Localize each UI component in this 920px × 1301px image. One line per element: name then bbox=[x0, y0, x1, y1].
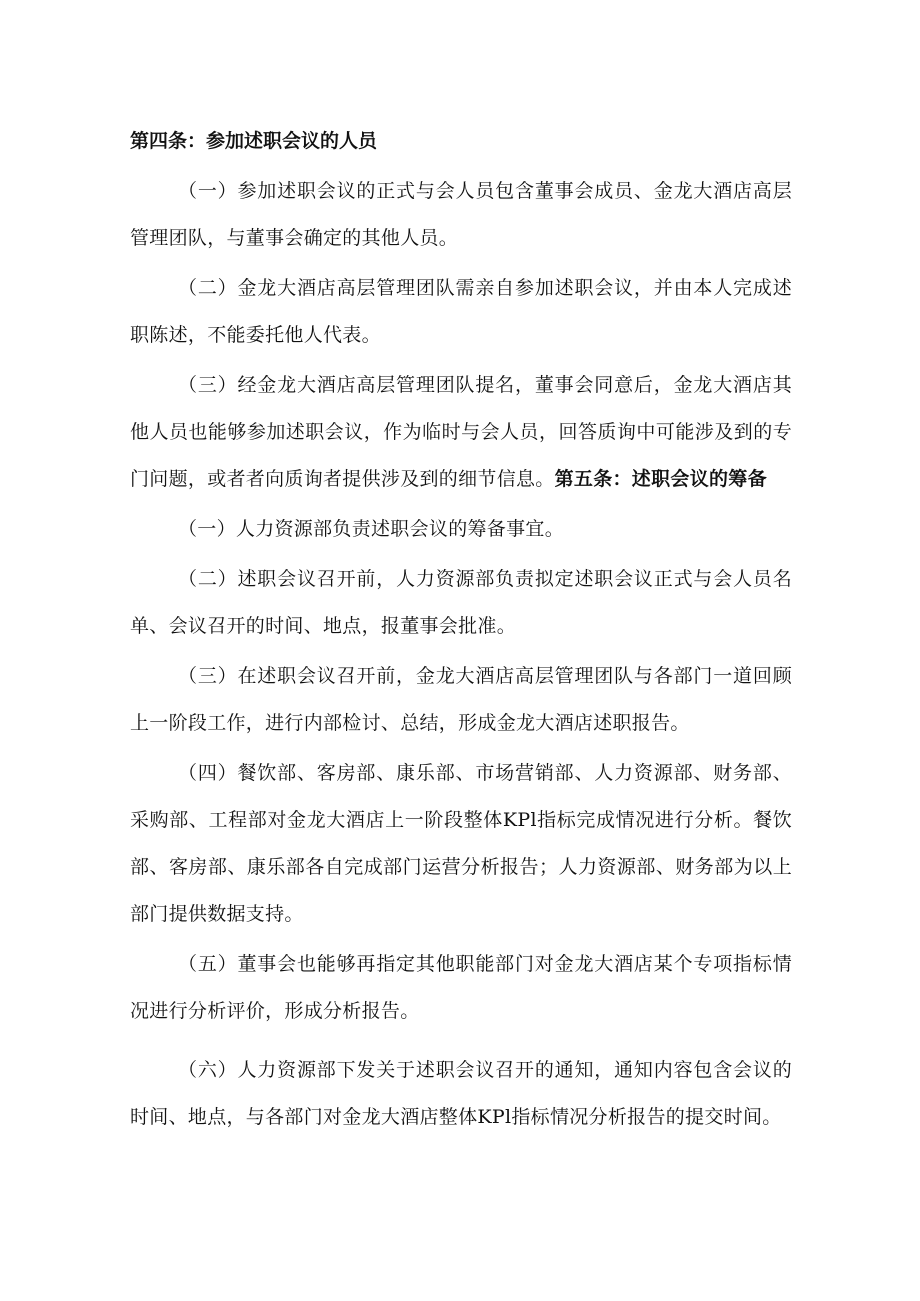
article-5-item-6: （六）人力资源部下发关于述职会议召开的通知，通知内容包含会议的时间、地点，与各部门对金龙大酒店整体KPl指标情况分析报告的提交时间。 bbox=[130, 1059, 792, 1128]
article-5-item-4: （四）餐饮部、客房部、康乐部、市场营销部、人力资源部、财务部、采购部、工程部对金龙大酒店上一阶段整体KPl指标完成情况进行分析。餐饮部、客房部、康乐部各自完成部门运营分析报告；人力资源部、财务部为以上部门提供数据支持。 bbox=[130, 762, 792, 925]
article-4-heading: 第四条：参加述职会议的人员 bbox=[130, 130, 378, 152]
article-5-item-5: （五）董事会也能够再指定其他职能部门对金龙大酒店某个专项指标情况进行分析评价，形成分析报告。 bbox=[130, 953, 792, 1022]
article-4-item-2: （二）金龙大酒店高层管理团队需亲自参加述职会议，并由本人完成述职陈述，不能委托他人代表。 bbox=[130, 277, 792, 346]
article-4-item-1: （一）参加述职会议的正式与会人员包含董事会成员、金龙大酒店高层管理团队，与董事会确定的其他人员。 bbox=[130, 180, 792, 249]
document-page bbox=[130, 118, 792, 1144]
article-5-item-1: （一）人力资源部负责述职会议的筹备事宜。 bbox=[178, 518, 565, 540]
article-5-item-3: （三）在述职会议召开前，金龙大酒店高层管理团队与各部门一道回顾上一阶段工作，进行内部检讨、总结，形成金龙大酒店述职报告。 bbox=[130, 665, 792, 734]
article-5-heading: 第五条：述职会议的筹备 bbox=[554, 468, 767, 490]
article-5-item-2: （二）述职会议召开前，人力资源部负责拟定述职会议正式与会人员名单、会议召开的时间、地点，报董事会批准。 bbox=[130, 568, 792, 637]
article-4-item-3-text: （三）经金龙大酒店高层管理团队提名，董事会同意后，金龙大酒店其他人员也能够参加述职会议，作为临时与会人员，回答质询中可能涉及到的专门问题，或者者向质询者提供涉及到的细节信息。 bbox=[130, 374, 792, 490]
article-4-item-3 bbox=[130, 362, 792, 503]
